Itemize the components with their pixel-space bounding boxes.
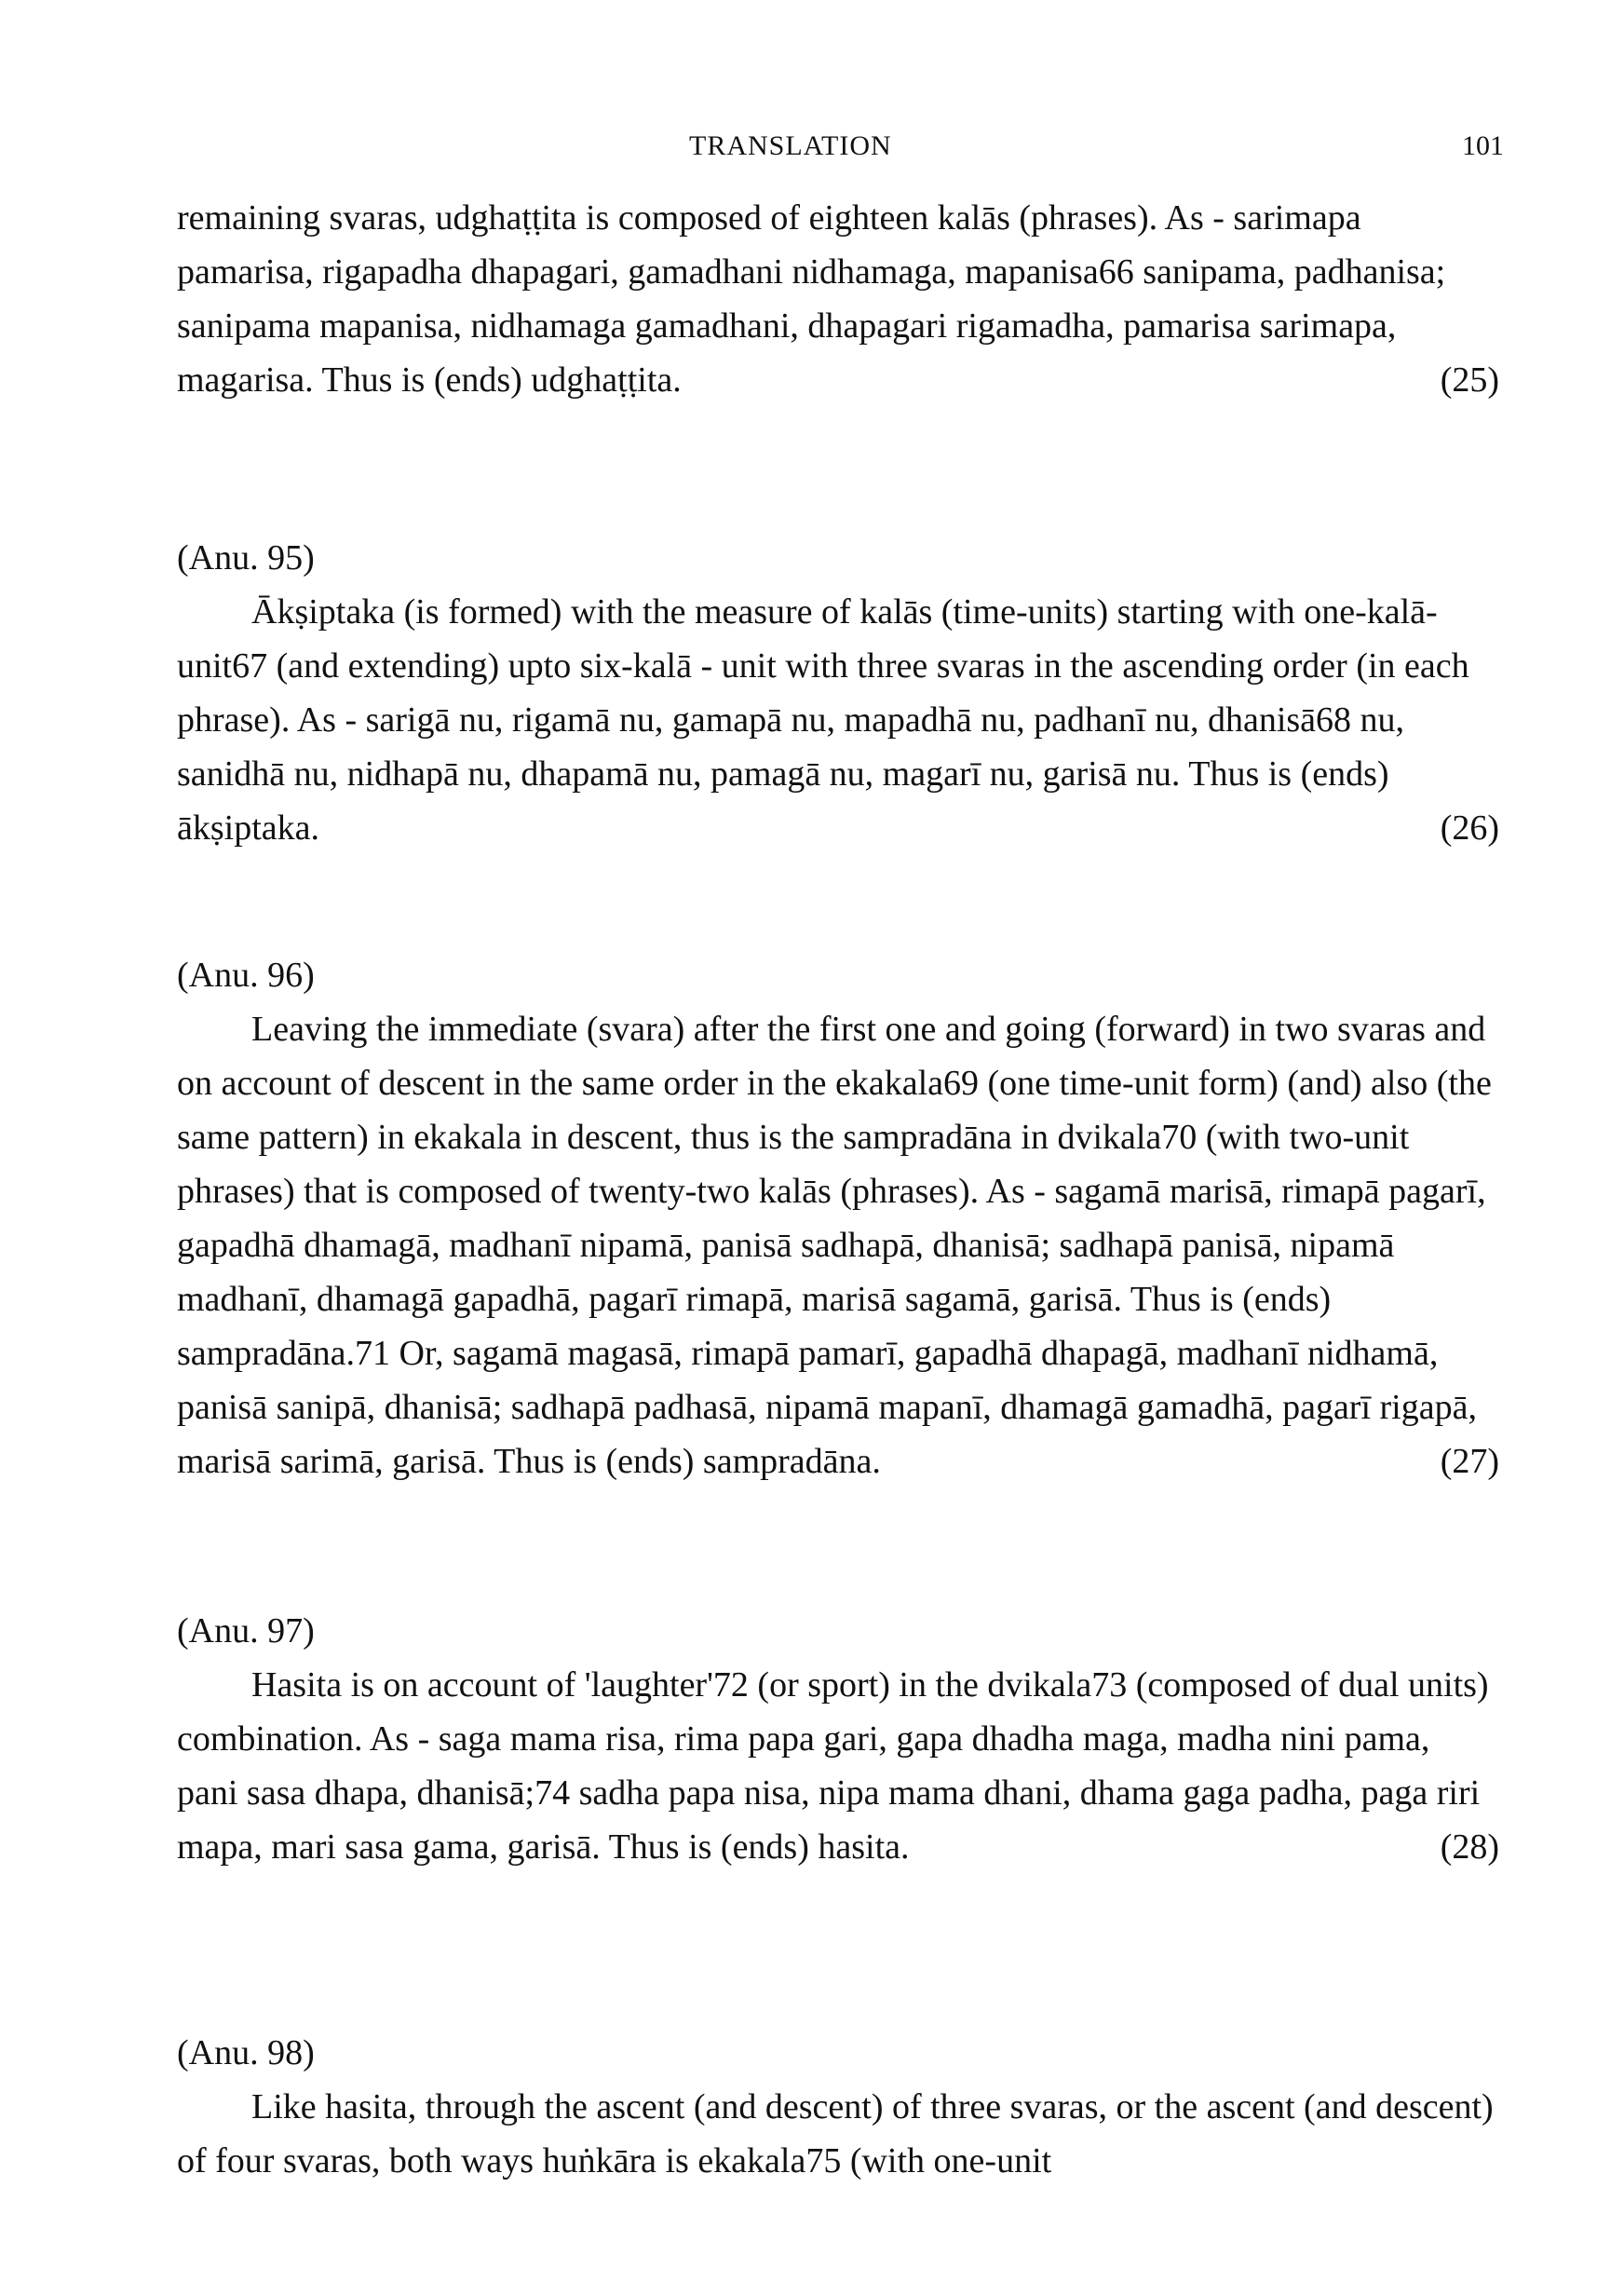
- section-98: [177, 2026, 1499, 2188]
- running-title: TRANSLATION: [689, 130, 892, 161]
- anu-label: (Anu. 97): [177, 1611, 315, 1650]
- section-28: [177, 1604, 1499, 1874]
- verse-number: (25): [1440, 360, 1499, 400]
- page-number: 101: [1462, 130, 1504, 161]
- paragraph: [177, 585, 1499, 855]
- section-25: [177, 191, 1499, 407]
- verse-number: (28): [1440, 1827, 1499, 1867]
- verse-number: (26): [1440, 808, 1499, 848]
- paragraph-text: Like hasita, through the ascent (and descent) of three svaras, or the ascent (and descent) of four svaras, both ways huṅkāra is ekakala75 (with one-unit: [177, 2087, 1494, 2180]
- paragraph: [177, 1002, 1499, 1488]
- paragraph-text: remaining svaras, udghaṭṭita is composed of eighteen kalās (phrases). As - sarimapa pamarisa, rigapadha dhapagari, gamadhani nidhamaga, mapanisa66 sanipama, padhanisa; sanipama mapanisa, nidhamaga gamadhani, dhapagari rigamadha, pamarisa sarimapa, magarisa. Thus is (ends) udghaṭṭita.: [177, 198, 1446, 400]
- anu-label: (Anu. 95): [177, 538, 315, 577]
- anu-label: (Anu. 96): [177, 956, 315, 995]
- paragraph: [177, 191, 1499, 407]
- paragraph-text: Leaving the immediate (svara) after the first one and going (forward) in two svaras and on account of descent in the same order in the ekakala69 (one time-unit form) (and) also (the same pattern) in ekakala in descent, thus is the sampradāna in dvikala70 (with two-unit phrases) that is composed of twenty-two kalās (phrases). As - sagamā marisā, rimapā pagarī, gapadhā dhamagā, madhanī nipamā, panisā sadhapā, dhanisā; sadhapā panisā, nipamā madhanī, dhamagā gapadhā, pagarī rimapā, marisā sagamā, garisā. Thus is (ends) sampradāna.71 Or, sagamā magasā, rimapā pamarī, gapadhā dhapagā, madhanī nidhamā, panisā sanipā, dhanisā; sadhapā padhasā, nipamā mapanī, dhamagā gamadhā, pagarī rigapā, marisā sarimā, garisā. Thus is (ends) sampradāna.: [177, 1010, 1492, 1481]
- paragraph: [177, 1658, 1499, 1874]
- anu-label: (Anu. 98): [177, 2033, 315, 2072]
- verse-number: (27): [1440, 1442, 1499, 1481]
- paragraph-text: Hasita is on account of 'laughter'72 (or sport) in the dvikala73 (composed of dual units) combination. As - saga mama risa, rima papa gari, gapa dhadha maga, madha nini pama, pani sasa dhapa, dhanisā;74 sadha papa nisa, nipa mama dhani, dhama gaga padha, paga riri mapa, mari sasa gama, garisā. Thus is (ends) hasita.: [177, 1665, 1489, 1867]
- paragraph: [177, 2080, 1499, 2188]
- section-26: [177, 531, 1499, 855]
- paragraph-text: Ākṣiptaka (is formed) with the measure of kalās (time-units) starting with one-kalā-unit67 (and extending) upto six-kalā - unit with three svaras in the ascending order (in each phrase). As - sarigā nu, rigamā nu, gamapā nu, mapadhā nu, padhanī nu, dhanisā68 nu, sanidhā nu, nidhapā nu, dhapamā nu, pamagā nu, magarī nu, garisā nu. Thus is (ends) ākṣiptaka.: [177, 592, 1469, 848]
- section-27: [177, 948, 1499, 1488]
